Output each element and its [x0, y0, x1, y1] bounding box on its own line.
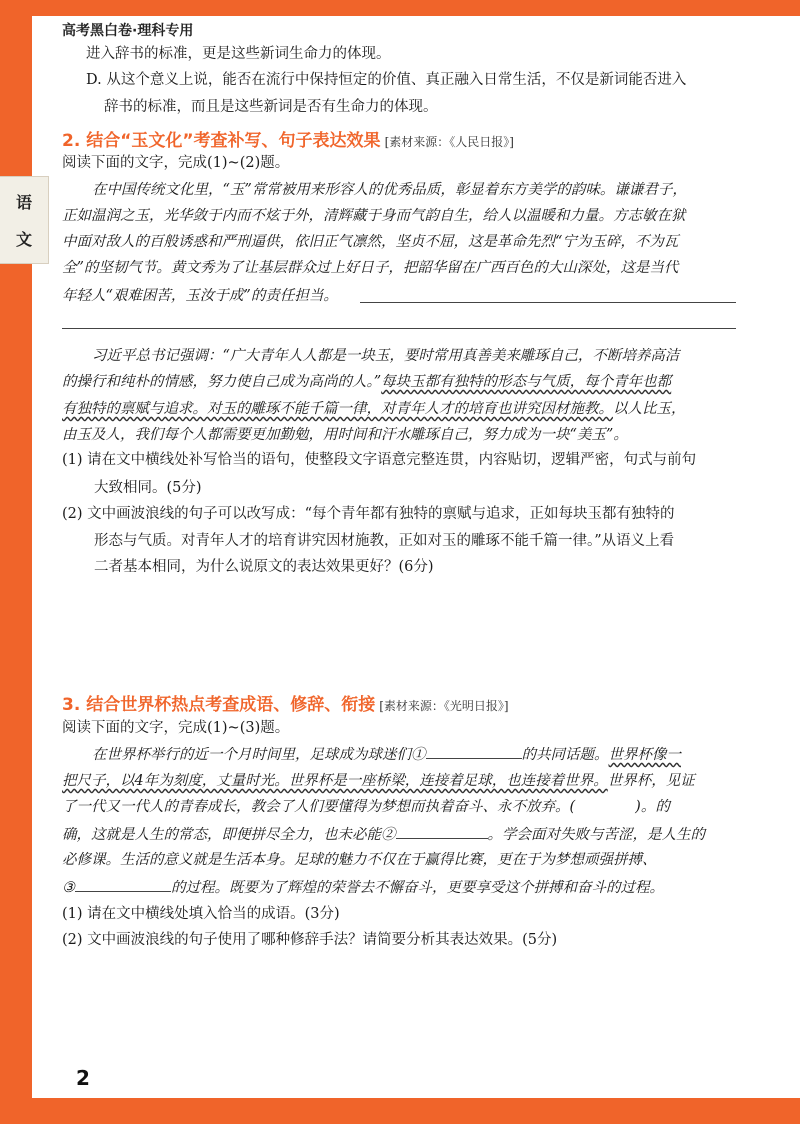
q2-sub1-line: 大致相同。(5分) — [94, 480, 202, 496]
q2-passage-line: 中面对敌人的百般诱惑和严刑逼供，依旧正气凛然，坚贞不屈，这是革命先烈“宁为玉碎，不为瓦 — [62, 234, 679, 250]
q2-passage-line: 正如温润之玉，光华敛于内而不炫于外，清辉藏于身而气韵自生，给人以温暖和力量。方志敏在狱 — [62, 208, 686, 224]
q3-text: 。学会面对失败与苦涩，是人生的 — [487, 827, 705, 843]
q2-title: 2. 结合“玉文化”考查补写、句子表达效果 — [62, 131, 381, 151]
q2-sub2-line: 二者基本相同，为什么说原文的表达效果更好？(6分) — [94, 559, 434, 575]
q3-text: 了一代又一代人的青春成长，教会了人们要懂得为梦想而执着奋斗、永不放弃。( — [62, 799, 576, 815]
q3-text: 在世界杯举行的近一个月时间里，足球成为球迷们① — [92, 747, 426, 763]
q3-passage-line — [62, 771, 695, 791]
q2-source: [素材来源：《人民日报》] — [384, 135, 514, 149]
q3-text: 世界杯，见证 — [607, 773, 695, 789]
q2-passage-line: 由玉及人，我们每个人都需要更加勤勉，用时间和汗水雕琢自己，努力成为一块“美玉”。 — [62, 427, 628, 443]
bottom-border — [0, 1098, 800, 1124]
q2-wavy-sentence: 每块玉都有独特的形态与气质，每个青年也都 — [381, 374, 672, 390]
q2-answer-blank-continued[interactable] — [62, 328, 736, 329]
q3-blank-3[interactable] — [75, 877, 171, 892]
q2-text: 的操行和纯朴的情感，努力使自己成为高尚的人。” — [62, 374, 382, 390]
q3-passage-line: 必修课。生活的意义就是生活本身。足球的魅力不仅在于赢得比赛，更在于为梦想顽强拼搏、 — [62, 852, 657, 868]
q2-sub2-line: 形态与气质。对青年人才的培育讲究因材施教，正如对玉的雕琢不能千篇一律。”从语义上看 — [94, 533, 675, 549]
q2-intro: 阅读下面的文字，完成(1)~(2)题。 — [62, 155, 290, 171]
subject-char-2: 文 — [15, 230, 32, 249]
q3-passage-line — [62, 877, 664, 898]
q3-heading — [62, 690, 509, 715]
q2-passage-line: 年轻人“艰难困苦，玉汝于成”的责任担当。 — [62, 288, 338, 304]
option-d-line-1: D. 从这个意义上说，能否在流行中保持恒定的价值、真正融入日常生活，不仅是新词能否进入 — [86, 72, 687, 88]
q3-sub1-line: (1) 请在文中横线处填入恰当的成语。(3分) — [62, 906, 340, 922]
q3-wavy-sentence: 把尺子，以4年为刻度，丈量时光。世界杯是一座桥梁，连接着足球，也连接着世界。 — [62, 773, 608, 789]
q3-intro: 阅读下面的文字，完成(1)~(3)题。 — [62, 720, 290, 736]
q3-text: ③ — [62, 880, 75, 896]
subject-char-1: 语 — [15, 193, 32, 212]
page-number: 2 — [76, 1066, 90, 1090]
top-border — [0, 0, 800, 16]
q2-passage-line: 在中国传统文化里，“玉”常常被用来形容人的优秀品质，彰显着东方美学的韵味。谦谦君子， — [92, 182, 687, 198]
prev-text-line: 进入辞书的标准，更是这些新词生命力的体现。 — [86, 46, 391, 62]
q3-blank-2[interactable] — [396, 824, 488, 839]
q3-text: 确，这就是人生的常态，即便拼尽全力，也未必能② — [62, 827, 396, 843]
left-border — [0, 0, 32, 1124]
q3-text: 的过程。既要为了辉煌的荣誉去不懈奋斗，更要享受这个拼搏和奋斗的过程。 — [171, 880, 664, 896]
q3-wavy-sentence: 世界杯像一 — [608, 747, 681, 763]
q3-passage-line — [62, 824, 705, 845]
q3-text: 的共同话题。 — [521, 747, 609, 763]
q3-passage-line — [92, 744, 681, 765]
q3-title: 3. 结合世界杯热点考查成语、修辞、衔接 — [62, 695, 376, 715]
q3-blank-1[interactable] — [426, 744, 522, 759]
q3-passage-line — [62, 797, 670, 817]
q3-source: [素材来源：《光明日报》] — [379, 699, 509, 713]
q2-sub2-line: (2) 文中画波浪线的句子可以改写成：“每个青年都有独特的禀赋与追求，正如每块玉都有独特的 — [62, 506, 675, 522]
q2-wavy-sentence: 有独特的禀赋与追求。对玉的雕琢不能千篇一律，对青年人才的培育也讲究因材施教。 — [62, 401, 613, 417]
q2-answer-blank[interactable] — [360, 302, 736, 303]
subject-tab — [0, 176, 49, 264]
option-d-line-2: 辞书的标准，而且是这些新词是否有生命力的体现。 — [104, 99, 438, 115]
q2-text: 以人比玉， — [613, 401, 686, 417]
q2-sub1-line: (1) 请在文中横线处补写恰当的语句，使整段文字语意完整连贯，内容贴切，逻辑严密，句式与前句 — [62, 452, 697, 468]
q3-text: )。的 — [635, 799, 670, 815]
q2-passage-line — [62, 399, 686, 419]
q2-heading — [62, 126, 514, 151]
q2-passage-line: 习近平总书记强调：“广大青年人人都是一块玉，要时常用真善美来雕琢自己，不断培养高洁 — [92, 348, 680, 364]
q3-sub2-line: (2) 文中画波浪线的句子使用了哪种修辞手法？请简要分析其表达效果。(5分) — [62, 932, 558, 948]
page-header: 高考黑白卷·理科专用 — [62, 23, 194, 39]
q2-passage-line: 全”的坚韧气节。黄文秀为了让基层群众过上好日子，把韶华留在广西百色的大山深处，这是当代 — [62, 260, 679, 276]
q2-passage-line — [62, 372, 671, 392]
